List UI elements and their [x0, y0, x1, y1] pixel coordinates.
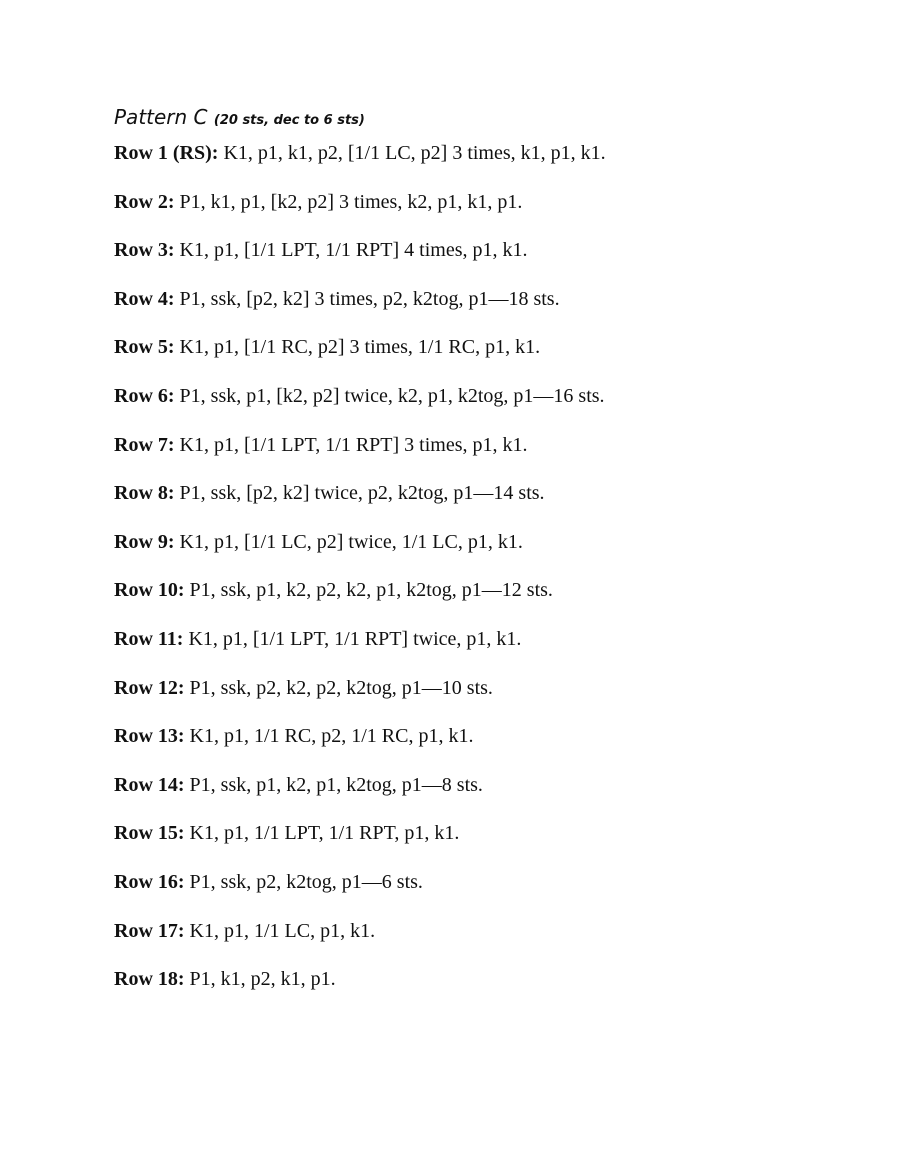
row-instructions: P1, ssk, [p2, k2] twice, p2, k2tog, p1—14 sts. — [174, 482, 545, 505]
pattern-row — [114, 189, 874, 215]
row-instructions: P1, k1, p1, [k2, p2] 3 times, k2, p1, k1, p1. — [174, 190, 523, 213]
row-label: Row 5: — [114, 336, 175, 359]
pattern-title: Pattern C — [114, 105, 208, 129]
row-label: Row 8: — [114, 482, 175, 505]
row-label: Row 12: — [114, 676, 185, 699]
row-label: Row 7: — [114, 433, 175, 456]
row-instructions: P1, k1, p2, k1, p1. — [184, 968, 336, 991]
row-label: Row 17: — [114, 919, 185, 942]
row-instructions: K1, p1, [1/1 LC, p2] twice, 1/1 LC, p1, k1. — [174, 530, 523, 553]
pattern-row — [114, 772, 874, 798]
row-instructions: P1, ssk, p1, [k2, p2] twice, k2, p1, k2tog, p1—16 sts. — [174, 384, 605, 407]
row-label: Row 4: — [114, 287, 175, 310]
row-instructions: K1, p1, [1/1 LPT, 1/1 RPT] twice, p1, k1. — [183, 627, 522, 650]
row-instructions: K1, p1, 1/1 LPT, 1/1 RPT, p1, k1. — [184, 822, 460, 845]
pattern-row — [114, 723, 874, 749]
row-instructions: K1, p1, [1/1 RC, p2] 3 times, 1/1 RC, p1, k1. — [174, 336, 541, 359]
row-label: Row 10: — [114, 579, 185, 602]
row-label: Row 6: — [114, 384, 175, 407]
row-label: Row 15: — [114, 822, 185, 845]
row-label: Row 2: — [114, 190, 175, 213]
row-label: Row 13: — [114, 725, 185, 748]
pattern-row — [114, 237, 874, 263]
pattern-row — [114, 140, 874, 166]
row-instructions: P1, ssk, [p2, k2] 3 times, p2, k2tog, p1—18 sts. — [174, 287, 560, 310]
pattern-row — [114, 480, 874, 506]
row-label: Row 18: — [114, 968, 185, 991]
row-instructions: P1, ssk, p2, k2, p2, k2tog, p1—10 sts. — [184, 676, 493, 699]
pattern-heading — [114, 104, 365, 134]
pattern-row — [114, 675, 874, 701]
row-label: Row 9: — [114, 530, 175, 553]
pattern-row — [114, 966, 874, 992]
row-instructions: P1, ssk, p1, k2, p2, k2, p1, k2tog, p1—12 sts. — [184, 579, 553, 602]
row-label: Row 1 (RS): — [114, 142, 219, 164]
row-instructions: P1, ssk, p1, k2, p1, k2tog, p1—8 sts. — [184, 773, 483, 796]
pattern-row — [114, 286, 874, 312]
pattern-row — [114, 383, 874, 409]
pattern-row — [114, 432, 874, 458]
row-label: Row 3: — [114, 239, 175, 262]
row-instructions: P1, ssk, p2, k2tog, p1—6 sts. — [184, 870, 423, 893]
row-instructions: K1, p1, [1/1 LPT, 1/1 RPT] 3 times, p1, k1. — [174, 433, 528, 456]
pattern-row — [114, 577, 874, 603]
pattern-rows-list — [114, 140, 874, 1015]
row-instructions: K1, p1, [1/1 LPT, 1/1 RPT] 4 times, p1, k1. — [174, 239, 528, 262]
row-label: Row 16: — [114, 870, 185, 893]
row-instructions: K1, p1, 1/1 RC, p2, 1/1 RC, p1, k1. — [184, 725, 474, 748]
pattern-subtitle: (20 sts, dec to 6 sts) — [213, 113, 365, 128]
pattern-row — [114, 529, 874, 555]
pattern-row — [114, 869, 874, 895]
pattern-row — [114, 334, 874, 360]
row-instructions: K1, p1, 1/1 LC, p1, k1. — [184, 919, 376, 942]
pattern-row — [114, 626, 874, 652]
row-label: Row 11: — [114, 627, 184, 650]
pattern-row — [114, 918, 874, 944]
row-instructions: K1, p1, k1, p2, [1/1 LC, p2] 3 times, k1, p1, k1. — [218, 142, 606, 164]
pattern-row — [114, 820, 874, 846]
row-label: Row 14: — [114, 773, 185, 796]
